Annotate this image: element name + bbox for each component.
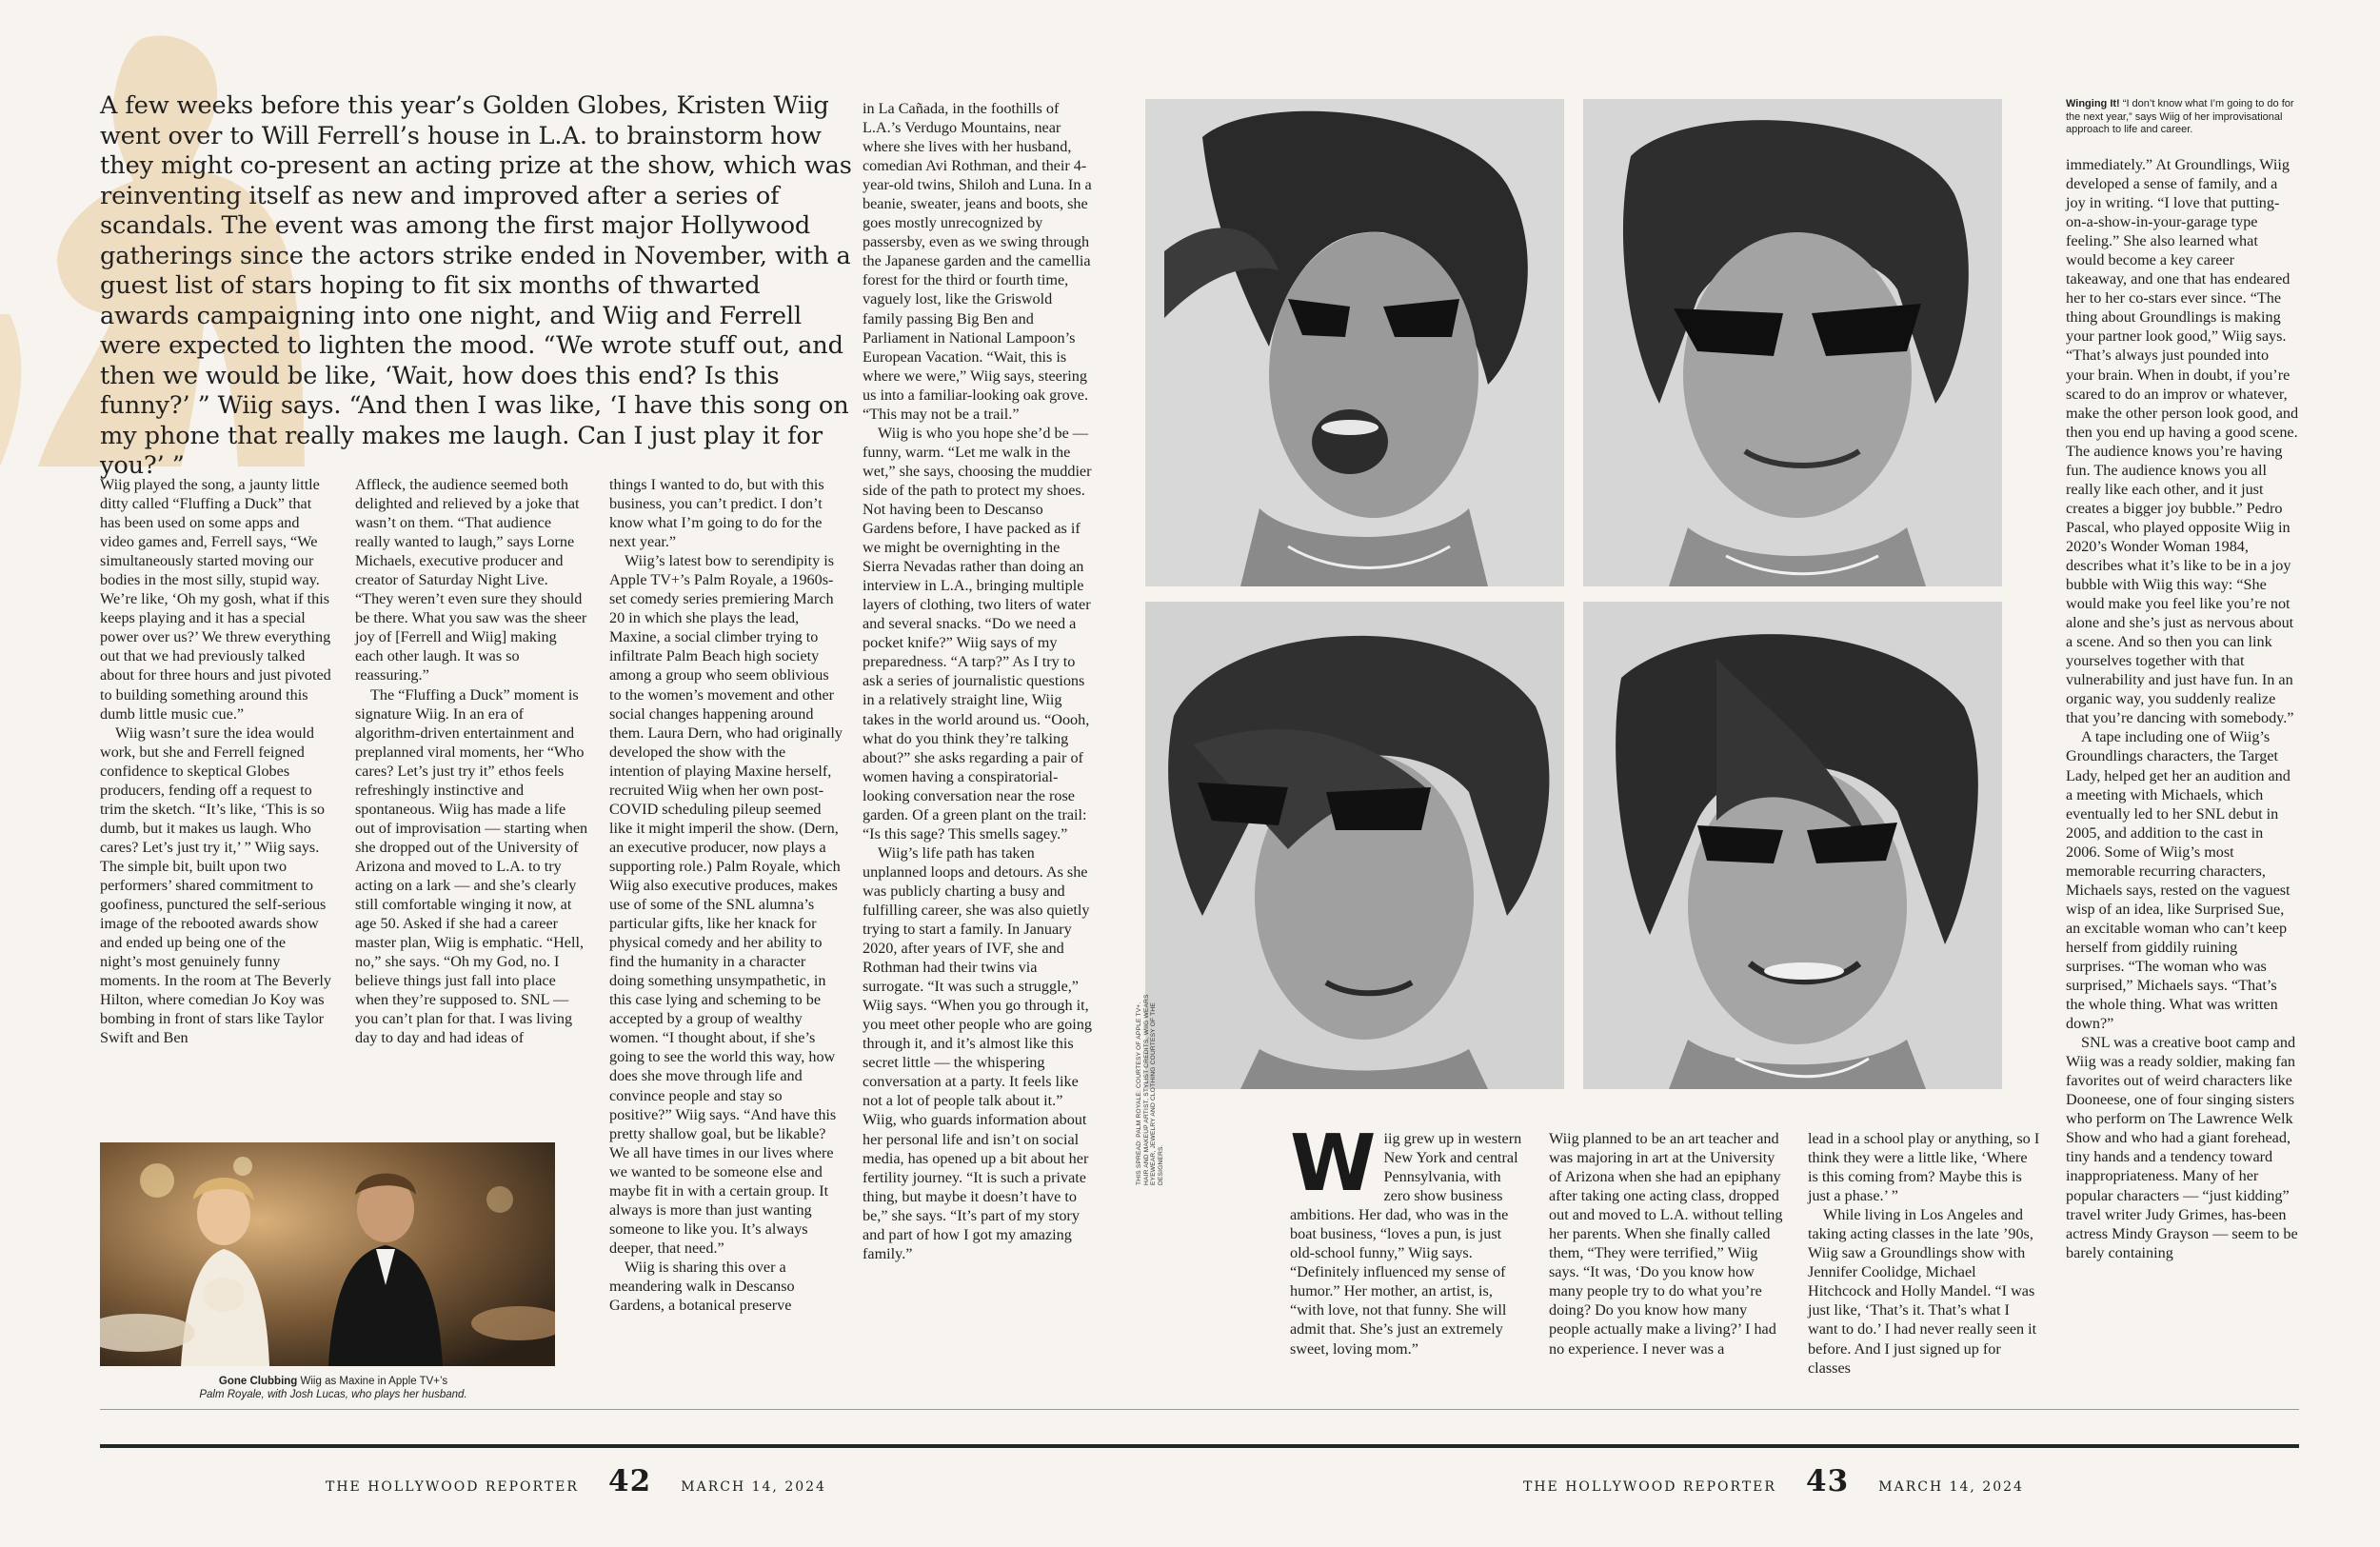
issue-date: MARCH 14, 2024 xyxy=(681,1479,826,1495)
article-deck: A few weeks before this year’s Golden Globes, Kristen Wiig went over to Will Ferrell’s house in L.A. to brainstorm how they might co-present an acting prize at the show, which was reinventing itself as new and improved after a series of scandals. The event was among the first major Hollywood gatherings since the actors strike ended in November, with a guest list of stars hoping to fit six months of thwarted awards campaigning into one night, and Wiig and Ferrell were expected to lighten the mood. “We wrote stuff out, and then we would be like, ‘Wait, how does this end? Is this funny?’ ” Wiig says. “And then I was like, ‘I have this song on my phone that really makes me laugh. Can I just play it for you?’ ” xyxy=(100,91,852,480)
body-paragraph: things I wanted to do, but with this business, you can’t predict. I don’t know what I’m going to do for the next year.” xyxy=(609,476,824,551)
caption-title: Winging It! xyxy=(2066,98,2120,109)
publication-name: THE HOLLYWOOD REPORTER xyxy=(326,1479,579,1495)
photo-credit: THIS SPREAD: PALM ROYALE: COURTESY OF APPLE TV+. HAIR AND MAKEUP ARTIST, STYLIST CREDITS, WIIG WEARS EYEWEAR, JEWELRY AND CLOTHING COURTESY OF THE DESIGNERS. xyxy=(1136,994,1164,1185)
body-paragraph: Wiig is sharing this over a meandering walk in Descanso Gardens, a botanical preserve xyxy=(609,1258,795,1315)
body-paragraph: Affleck, the audience seemed both delighted and relieved by a joke that wasn’t on them. “That audience really wanted to laugh,” says Lorne Michaels, executive producer and creator of Saturday Night Live. “They weren’t even sure they should be there. What you saw was the sheer joy of [Ferrell and Wiig] making each other laugh. It was so reassuring.” xyxy=(355,476,587,684)
body-column-5 xyxy=(1290,1119,1528,1359)
body-paragraph: Wiig played the song, a jaunty little ditty called “Fluffing a Duck” that has been used on some apps and video games and, Ferrell says, “We simultaneously started moving our bodies in the most silly, stupid way. We’re like, ‘Oh my gosh, what if this keeps playing and it has a special power over us?’ We threw everything out that we had previously talked about for three hours and just pivoted to building something around this dumb little music cue.” xyxy=(100,476,331,723)
right-page-folio xyxy=(1523,1464,2024,1498)
palm-royale-still-photo xyxy=(100,1142,555,1366)
drop-cap: W xyxy=(1290,1119,1377,1209)
page-number: 42 xyxy=(608,1464,652,1498)
small-photo-caption xyxy=(114,1375,552,1401)
body-paragraph: A tape including one of Wiig’s Groundlings characters, the Target Lady, helped get her an audition and a meeting with Michaels, which eventually led to her SNL debut in 2005, and addition to the cast in 2006. Some of Wiig’s most memorable recurring characters, Michaels says, rested on the vaguest wisp of an idea, like Surprised Sue, an excitable woman who can’t keep herself from giddily ruining surprises. “The woman who was surprised,” Michaels says. “That’s the whole thing. What was written down?” xyxy=(2066,728,2291,1033)
body-paragraph: Wiig planned to be an art teacher and was majoring in art at the University of Arizona when she had an epiphany after taking one acting class, dropped out and moved to L.A. without telling her parents. When she finally called them, “They were terrified,” Wiig says. “It was, ‘Do you know how many people try to do what you’re doing? Do you know how many people actually make a living?’ I had no experience. I never was a xyxy=(1549,1130,1783,1358)
body-paragraph: Wiig wasn’t sure the idea would work, but she and Ferrell feigned confidence to skeptical Globes producers, fending off a request to trim the sketch. “It’s like, ‘This is so dumb, but it makes us laugh. Who cares? Let’s just try it,’ ” Wiig says. The simple bit, built upon two performers’ shared commitment to goofiness, punctured the self-serious image of the rebooted awards show and ended up being one of the night’s most genuinely funny moments. In the room at The Beverly Hilton, where comedian Jo Koy was bombing in front of stars like Taylor Swift and Ben xyxy=(100,724,331,1047)
caption-text: Wiig as Maxine in Apple TV+’s xyxy=(297,1376,448,1387)
portrait-photo-top-left xyxy=(1145,99,1564,586)
body-paragraph: lead in a school play or anything, so I think they were a little like, ‘Where is this coming from? Maybe this is just a phase.’ ” xyxy=(1808,1130,2040,1205)
caption-title: Gone Clubbing xyxy=(218,1376,298,1387)
portrait-photo-top-right xyxy=(1583,99,2002,586)
caption-text-line-2: Palm Royale, with Josh Lucas, who plays her husband. xyxy=(199,1389,467,1400)
body-paragraph: Wiig’s life path has taken unplanned loops and detours. As she was publicly charting a busy and fulfilling career, she was also quietly trying to start a family. In January 2020, after years of IVF, she and Rothman had their twins via surrogate. “It was such a struggle,” Wiig says. “When you go through it, you meet other people who are going through it, and it’s almost like this secret little — the whispering conversation at a party. It feels like not a lot of people talk about it.” Wiig, who guards information about her personal life and isn’t on social media, has opened up a bit about her fertility journey. “It is such a private thing, but maybe it doesn’t have to be,” she says. “It’s part of my story and part of how I got my amazing family.” xyxy=(863,843,1092,1262)
body-paragraph: immediately.” At Groundlings, Wiig developed a sense of family, and a joy in writing. “I love that putting-on-a-show-in-your-garage type feeling.” She also learned what would become a key career takeaway, and one that has endeared her to her co-stars ever since. “The thing about Groundlings is making your partner look good,” Wiig says. “That’s always just pounded into your brain. When in doubt, if you’re scared to do an improv or whatever, make the other person look good, and then you end up having a good scene. The audience knows you’re having fun. The audience knows you all really like each other, and it just creates a bigger joy bubble.” Pedro Pascal, who played opposite Wiig in 2020’s Wonder Woman 1984, describes what it’s like to be in a joy bubble with Wiig this way: “She would make you feel like you’re not alone and she’s just as nervous about a scene. And so then you can link yourselves together with that vulnerability and just have fun. In an organic way, you suddenly realize that you’re dancing with somebody.” xyxy=(2066,156,2299,727)
portrait-photo-bottom-right xyxy=(1583,602,2002,1089)
left-page-folio xyxy=(326,1464,826,1498)
body-column-4 xyxy=(863,99,1096,1263)
footer-divider-thick xyxy=(100,1444,2299,1448)
body-column-1 xyxy=(100,475,331,1047)
body-paragraph: Wiig is who you hope she’d be — funny, warm. “Let me walk in the wet,” she says, choosing the muddier side of the path to protect my shoes. Not having been to Descanso Gardens before, I have packed as if we might be overnighting in the Sierra Nevadas rather than doing an interview in L.A., bringing multiple layers of clothing, two liters of water and several snacks. “Do we need a pocket knife?” Wiig says of my preparedness. “A tarp?” As I try to ask a series of journalistic questions in a relatively straight line, Wiig takes in the world around us. “Oooh, what do you think they’re talking about?” she asks regarding a pair of women having a conspiratorial-looking conversation near the rose garden. Of a green plant on the trail: “Is this sage? This smells sagey.” xyxy=(863,424,1092,843)
footer-divider-thin xyxy=(100,1409,2299,1410)
body-paragraph: iig grew up in western New York and central Pennsylvania, with zero show business ambitions. Her dad, who was in the boat business, “loves a pun, is just old-school funny,” Wiig says. “Definitely influenced my sense of humor.” Her mother, an artist, is, “with love, not that funny. She will admit that. She’s just an extremely sweet, loving mom.” xyxy=(1290,1130,1522,1358)
body-paragraph: While living in Los Angeles and taking acting classes in the late ’90s, Wiig saw a Groundlings show with Jennifer Coolidge, Michael Hitchcock and Holly Mandel. “I was just like, ‘That’s it. That’s what I want to do.’ I had never really seen it before. And I just signed up for classes xyxy=(1808,1206,2037,1377)
body-column-2 xyxy=(355,475,588,1047)
portrait-photo-bottom-left xyxy=(1145,602,1564,1089)
issue-date: MARCH 14, 2024 xyxy=(1878,1479,2024,1495)
body-column-6 xyxy=(1549,1129,1787,1359)
body-paragraph: in La Cañada, in the foothills of L.A.’s Verdugo Mountains, near where she lives with her husband, comedian Avi Rothman, and their 4-year-old twins, Shiloh and Luna. In a beanie, sweater, jeans and boots, she goes mostly unrecognized by passersby, even as we swing through the Japanese garden and the camellia forest for the third or fourth time, vaguely lost, like the Griswold family passing Big Ben and Parliament in National Lampoon’s European Vacation. “Wait, this is where we were,” Wiig says, steering us into a familiar-looking oak grove. “This may not be a trail.” xyxy=(863,100,1092,423)
body-column-3 xyxy=(609,475,843,1315)
caption-text: “I don’t know what I’m going to do for the next year,” says Wiig of her improvisational approach to life and career. xyxy=(2066,98,2294,135)
body-column-8 xyxy=(2066,155,2299,1262)
body-paragraph: The “Fluffing a Duck” moment is signature Wiig. In an era of algorithm-driven entertainment and preplanned viral moments, her “Who cares? Let’s just try it” ethos feels refreshingly instinctive and spontaneous. Wiig has made a life out of improvisation — starting when she dropped out of the University of Arizona and moved to L.A. to try acting on a lark — and she’s clearly still comfortable winging it now, at age 50. Asked if she had a career master plan, Wiig is emphatic. “Hell, no,” she says. “Oh my God, no. I believe things just fall into place when they’re supposed to. SNL — you can’t plan for that. I was living day to day and had ideas of xyxy=(355,685,588,1047)
body-paragraph: Wiig’s latest bow to serendipity is Apple TV+’s Palm Royale, a 1960s-set comedy series premiering March 20 in which she plays the lead, Maxine, a social climber trying to infiltrate Palm Beach high society among a group who seem oblivious to the women’s movement and other social changes happening around them. Laura Dern, who had originally developed the show with the intention of playing Maxine herself, recruited Wiig when her own post-COVID scheduling pileup seemed like it might imperil the show. (Dern, an executive producer, now plays a supporting role.) Palm Royale, which Wiig also executive produces, makes use of some of the SNL alumna’s particular gifts, like her knack for physical comedy and her ability to find the humanity in a character doing something unsympathetic, in this case lying and scheming to be accepted by a group of wealthy women. “I thought about, if she’s going to see the world this way, how does she move through life and convince people and stay so positive?” Wiig says. “And have this pretty shallow goal, but be likable? We all have times in our lives where we wanted to be someone else and maybe fit in with a certain group. It always is more than just wanting someone to like you. It’s always deeper, that need.” xyxy=(609,552,843,1257)
page-number: 43 xyxy=(1806,1464,1850,1498)
publication-name: THE HOLLYWOOD REPORTER xyxy=(1523,1479,1776,1495)
body-column-7 xyxy=(1808,1129,2041,1378)
body-paragraph: SNL was a creative boot camp and Wiig was a ready soldier, making fan favorites out of weird characters like Dooneese, one of four singing sisters who perform on The Lawrence Welk Show and who had a giant forehead, tiny hands and a tendency toward inappropriateness. Many of her popular characters — “just kidding” travel writer Judy Grimes, has-been actress Mindy Grayson — seem to be barely containing xyxy=(2066,1034,2298,1261)
portrait-caption xyxy=(2066,98,2299,137)
